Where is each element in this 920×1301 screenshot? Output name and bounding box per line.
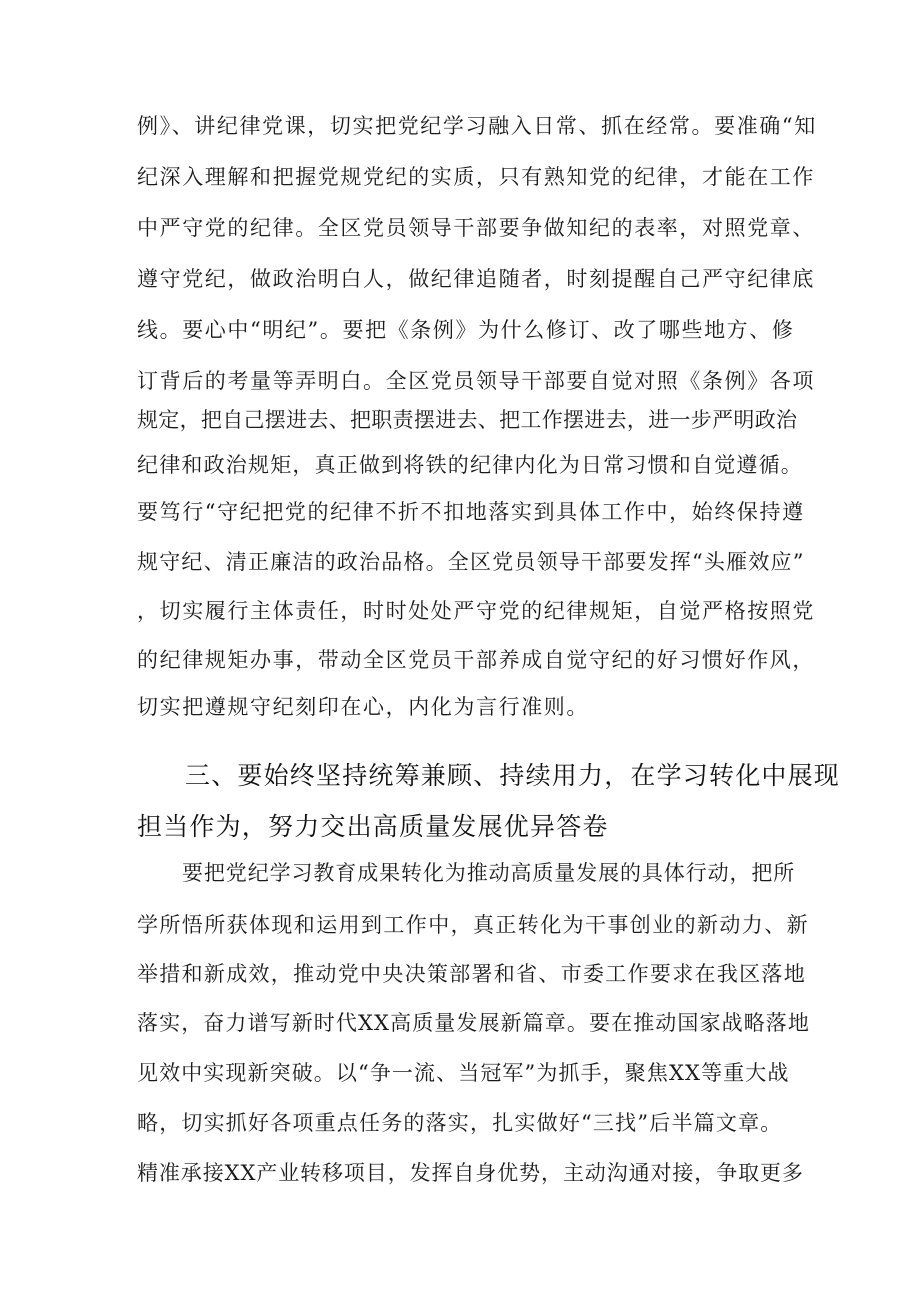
text-line: 见效中实现新突破。以“争一流、当冠军”为抓手，聚焦XX等重大战 — [137, 1061, 790, 1085]
text-line: 切实把遵规守纪刻印在心，内化为言行准则。 — [137, 695, 589, 719]
heading-line: 三、要始终坚持统筹兼顾、持续用力，在学习转化中展现 — [185, 761, 841, 790]
text-line: 略，切实抓好各项重点任务的落实，扎实做好“三找”后半篇文章。 — [137, 1111, 783, 1135]
heading-line: 担当作为，努力交出高质量发展优异答卷 — [137, 812, 609, 841]
text-line: 纪律和政治规矩，真正做到将铁的纪律内化为日常习惯和自觉遵循。 — [137, 453, 803, 477]
text-line: ，切实履行主体责任，时时处处严守党的纪律规矩，自觉严格按照党 — [137, 599, 815, 623]
text-line: 线。要心中“明纪”。要把《条例》为什么修订、改了哪些地方、修 — [137, 318, 795, 342]
text-line: 规守纪、清正廉洁的政治品格。全区党员领导干部要发挥“头雁效应” — [137, 550, 805, 574]
text-line: 举措和新成效，推动党中央决策部署和省、市委工作要求在我区落地 — [137, 962, 806, 986]
text-line: 例》、讲纪律党课，切实把党纪学习融入日常、抓在经常。要准确“知 — [137, 114, 817, 138]
text-line: 落实，奋力谱写新时代XX高质量发展新篇章。要在推动国家战略落地 — [137, 1011, 810, 1035]
text-line: 要把党纪学习教育成果转化为推动高质量发展的具体行动，把所 — [182, 861, 796, 885]
text-line: 学所悟所获体现和运用到工作中，真正转化为干事创业的新动力、新 — [137, 913, 809, 937]
text-line: 中严守党的纪律。全区党员领导干部要争做知纪的表率，对照党章、 — [137, 216, 815, 240]
text-line: 遵守党纪，做政治明白人，做纪律追随者，时刻提醒自己严守纪律底 — [137, 267, 815, 291]
text-line: 的纪律规矩办事，带动全区党员干部养成自觉守纪的好习惯好作风， — [137, 648, 815, 672]
text-line: 精准承接XX产业转移项目，发挥自身优势，主动沟通对接，争取更多 — [137, 1161, 804, 1185]
text-line: 要笃行“守纪把党的纪律不折不扣地落实到具体工作中，始终保持遵 — [137, 500, 805, 524]
text-line: 纪深入理解和把握党规党纪的实质，只有熟知党的纪律，才能在工作 — [137, 165, 815, 189]
text-line: 订背后的考量等弄明白。全区党员领导干部要自觉对照《条例》各项 — [137, 369, 815, 393]
text-line: 规定，把自己摆进去、把职责摆进去、把工作摆进去，进一步严明政治 — [137, 408, 798, 432]
